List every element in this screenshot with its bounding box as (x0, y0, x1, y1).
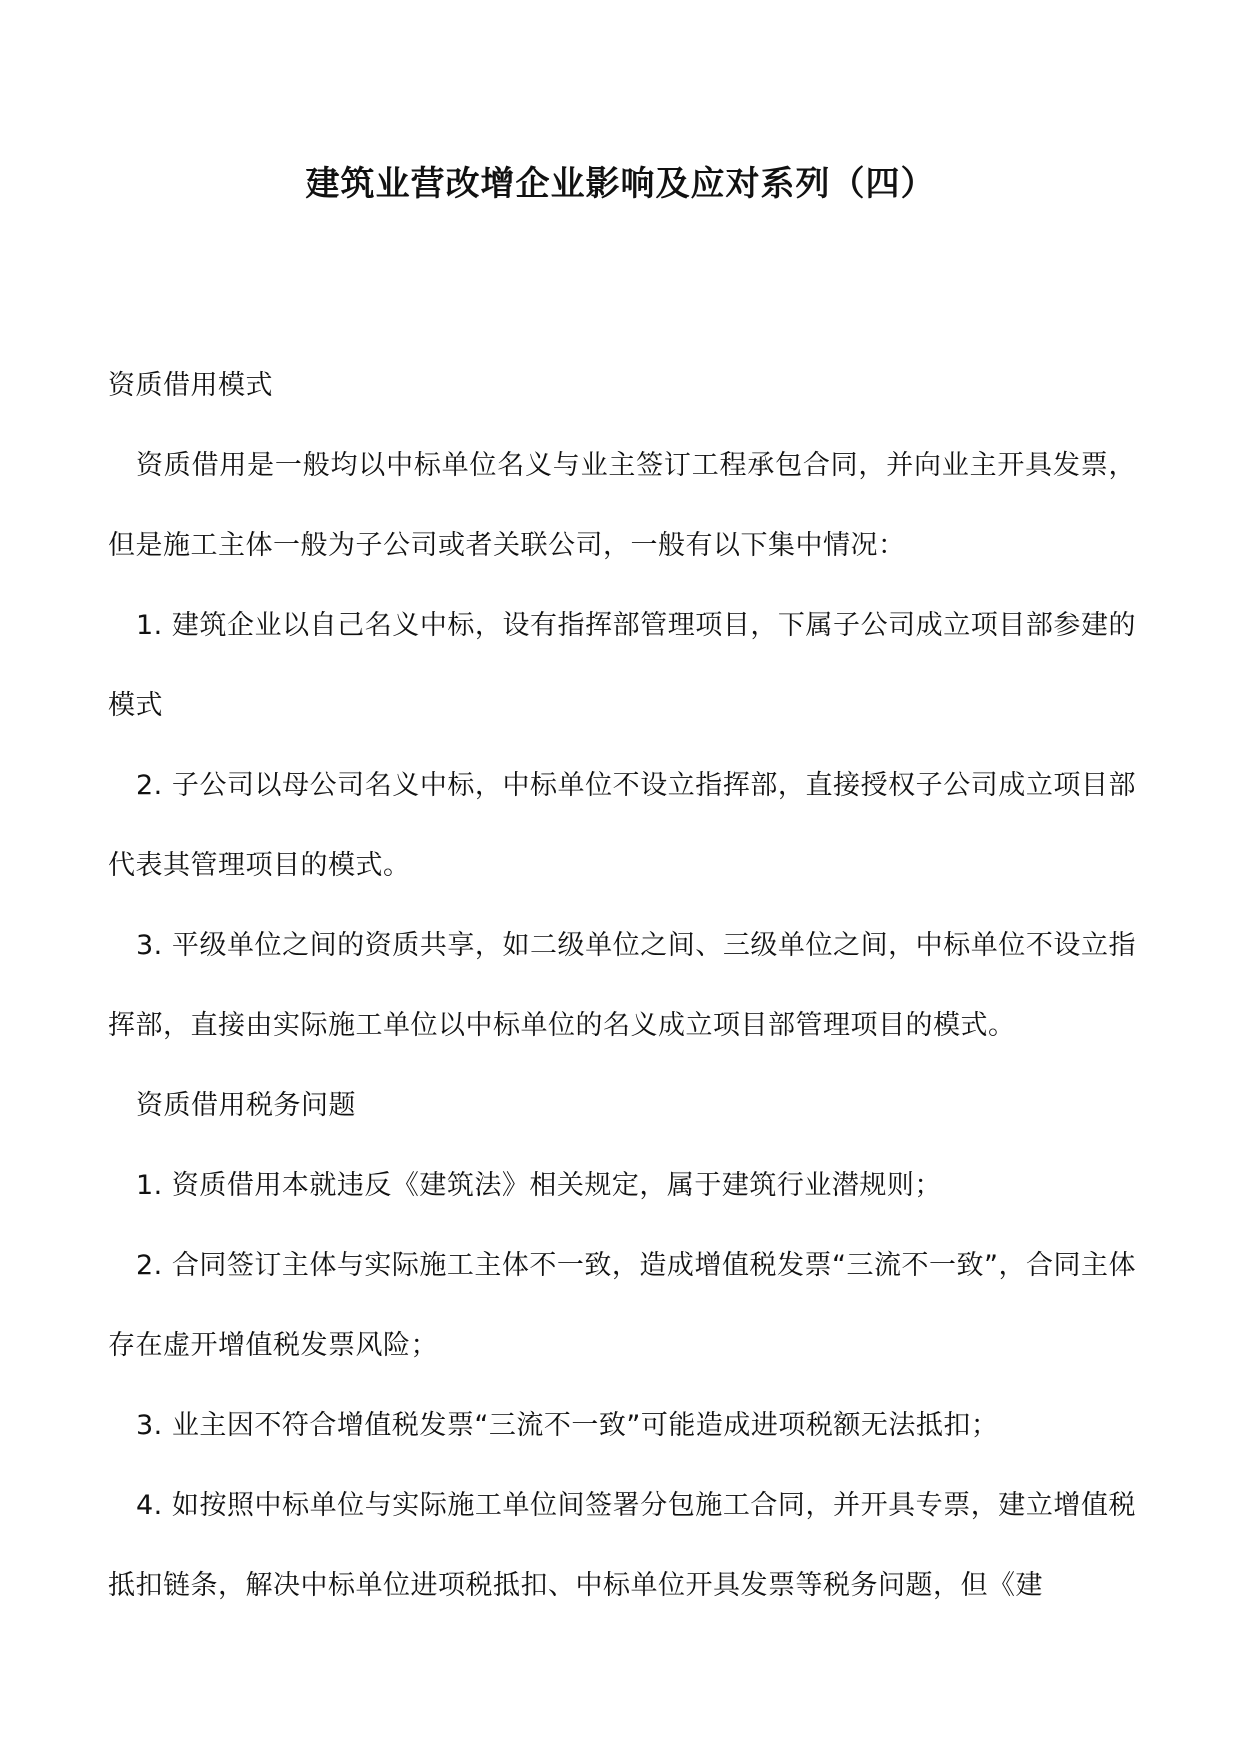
section-heading-qualification-borrowing-mode: 资质借用模式 (108, 370, 273, 401)
paragraph-item-2: 2. 子公司以母公司名义中标，中标单位不设立指挥部，直接授权子公司成立项目部代表其管理项目的模式。 (108, 770, 1136, 881)
section-heading-tax-issues: 资质借用税务问题 (136, 1090, 356, 1121)
paragraph-intro: 资质借用是一般均以中标单位名义与业主签订工程承包合同，并向业主开具发票，但是施工主体一般为子公司或者关联公司，一般有以下集中情况： (108, 450, 1136, 561)
paragraph-tax-issue-2: 2. 合同签订主体与实际施工主体不一致，造成增值税发票“三流不一致”，合同主体存在虚开增值税发票风险； (108, 1250, 1136, 1361)
paragraph-tax-issue-3: 3. 业主因不符合增值税发票“三流不一致”可能造成进项税额无法抵扣； (136, 1410, 999, 1441)
document-title: 建筑业营改增企业影响及应对系列（四） (305, 164, 936, 204)
paragraph-item-3: 3. 平级单位之间的资质共享，如二级单位之间、三级单位之间，中标单位不设立指挥部，直接由实际施工单位以中标单位的名义成立项目部管理项目的模式。 (108, 930, 1136, 1041)
paragraph-item-1: 1. 建筑企业以自己名义中标，设有指挥部管理项目，下属子公司成立项目部参建的模式 (108, 610, 1136, 721)
paragraph-tax-issue-4: 4. 如按照中标单位与实际施工单位间签署分包施工合同，并开具专票，建立增值税抵扣链条，解决中标单位进项税抵扣、中标单位开具发票等税务问题，但《建 (108, 1490, 1136, 1601)
paragraph-tax-issue-1: 1. 资质借用本就违反《建筑法》相关规定，属于建筑行业潜规则； (136, 1170, 942, 1201)
document-body (108, 346, 1136, 1626)
